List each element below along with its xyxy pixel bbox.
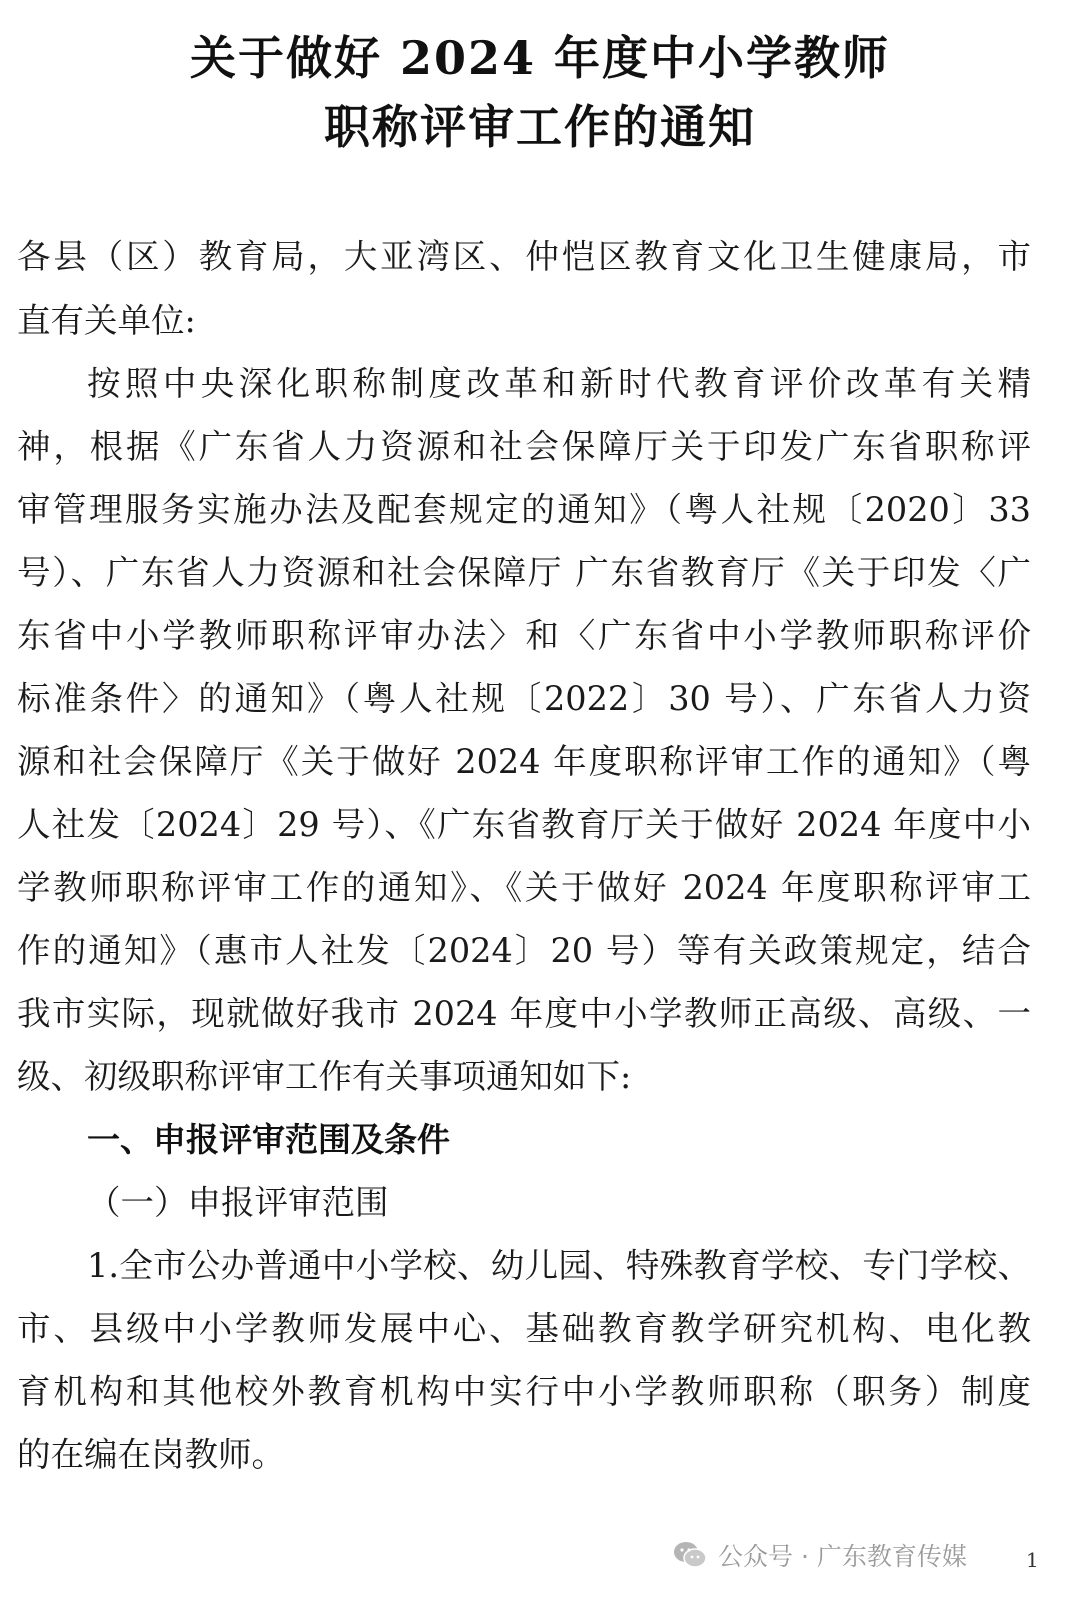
- subsection-heading: （一）申报评审范围: [87, 1183, 389, 1222]
- wechat-icon: [672, 1540, 708, 1570]
- body-line: 学教师职称评审工作的通知》、《关于做好 2024 年度职称评审工: [17, 868, 1031, 907]
- item-line: 育机构和其他校外教育机构中实行中小学教师职称（职务）制度: [17, 1372, 1031, 1411]
- body-line: 作的通知》（惠市人社发〔2024〕20 号）等有关政策规定，结合: [17, 931, 1031, 970]
- item-line: 的在编在岗教师。: [17, 1435, 285, 1474]
- document-title-line-2: 职称评审工作的通知: [324, 100, 756, 154]
- body-line: 神，根据《广东省人力资源和社会保障厅关于印发广东省职称评: [17, 427, 1031, 466]
- body-line: 号）、广东省人力资源和社会保障厅 广东省教育厅《关于印发〈广: [17, 553, 1031, 592]
- section-heading: 一、申报评审范围及条件: [87, 1120, 450, 1159]
- item-line: 1.全市公办普通中小学校、幼儿园、特殊教育学校、专门学校、: [87, 1246, 1031, 1285]
- document-title-line-1: 关于做好 2024 年度中小学教师: [189, 31, 891, 85]
- body-line: 人社发〔2024〕29 号）、《广东省教育厅关于做好 2024 年度中小: [17, 805, 1031, 844]
- page-number: 1: [1026, 1548, 1039, 1572]
- body-line: 按照中央深化职称制度改革和新时代教育评价改革有关精: [87, 364, 1031, 403]
- wechat-watermark: [672, 1537, 967, 1573]
- watermark-text: 公众号 · 广东教育传媒: [718, 1542, 967, 1571]
- body-line: 我市实际，现就做好我市 2024 年度中小学教师正高级、高级、一: [17, 994, 1031, 1033]
- addressee-line-2: 直有关单位:: [17, 301, 196, 340]
- body-line: 标准条件〉的通知》（粤人社规〔2022〕30 号）、广东省人力资: [17, 679, 1031, 718]
- body-line: 源和社会保障厅《关于做好 2024 年度职称评审工作的通知》（粤: [17, 742, 1031, 781]
- item-line: 市、县级中小学教师发展中心、基础教育教学研究机构、电化教: [17, 1309, 1031, 1348]
- body-line: 东省中小学教师职称评审办法〉和〈广东省中小学教师职称评价: [17, 616, 1031, 655]
- addressee-line-1: 各县（区）教育局，大亚湾区、仲恺区教育文化卫生健康局，市: [17, 237, 1031, 276]
- body-line: 级、初级职称评审工作有关事项通知如下:: [17, 1057, 632, 1096]
- body-line: 审管理服务实施办法及配套规定的通知》（粤人社规〔2020〕33: [17, 490, 1031, 529]
